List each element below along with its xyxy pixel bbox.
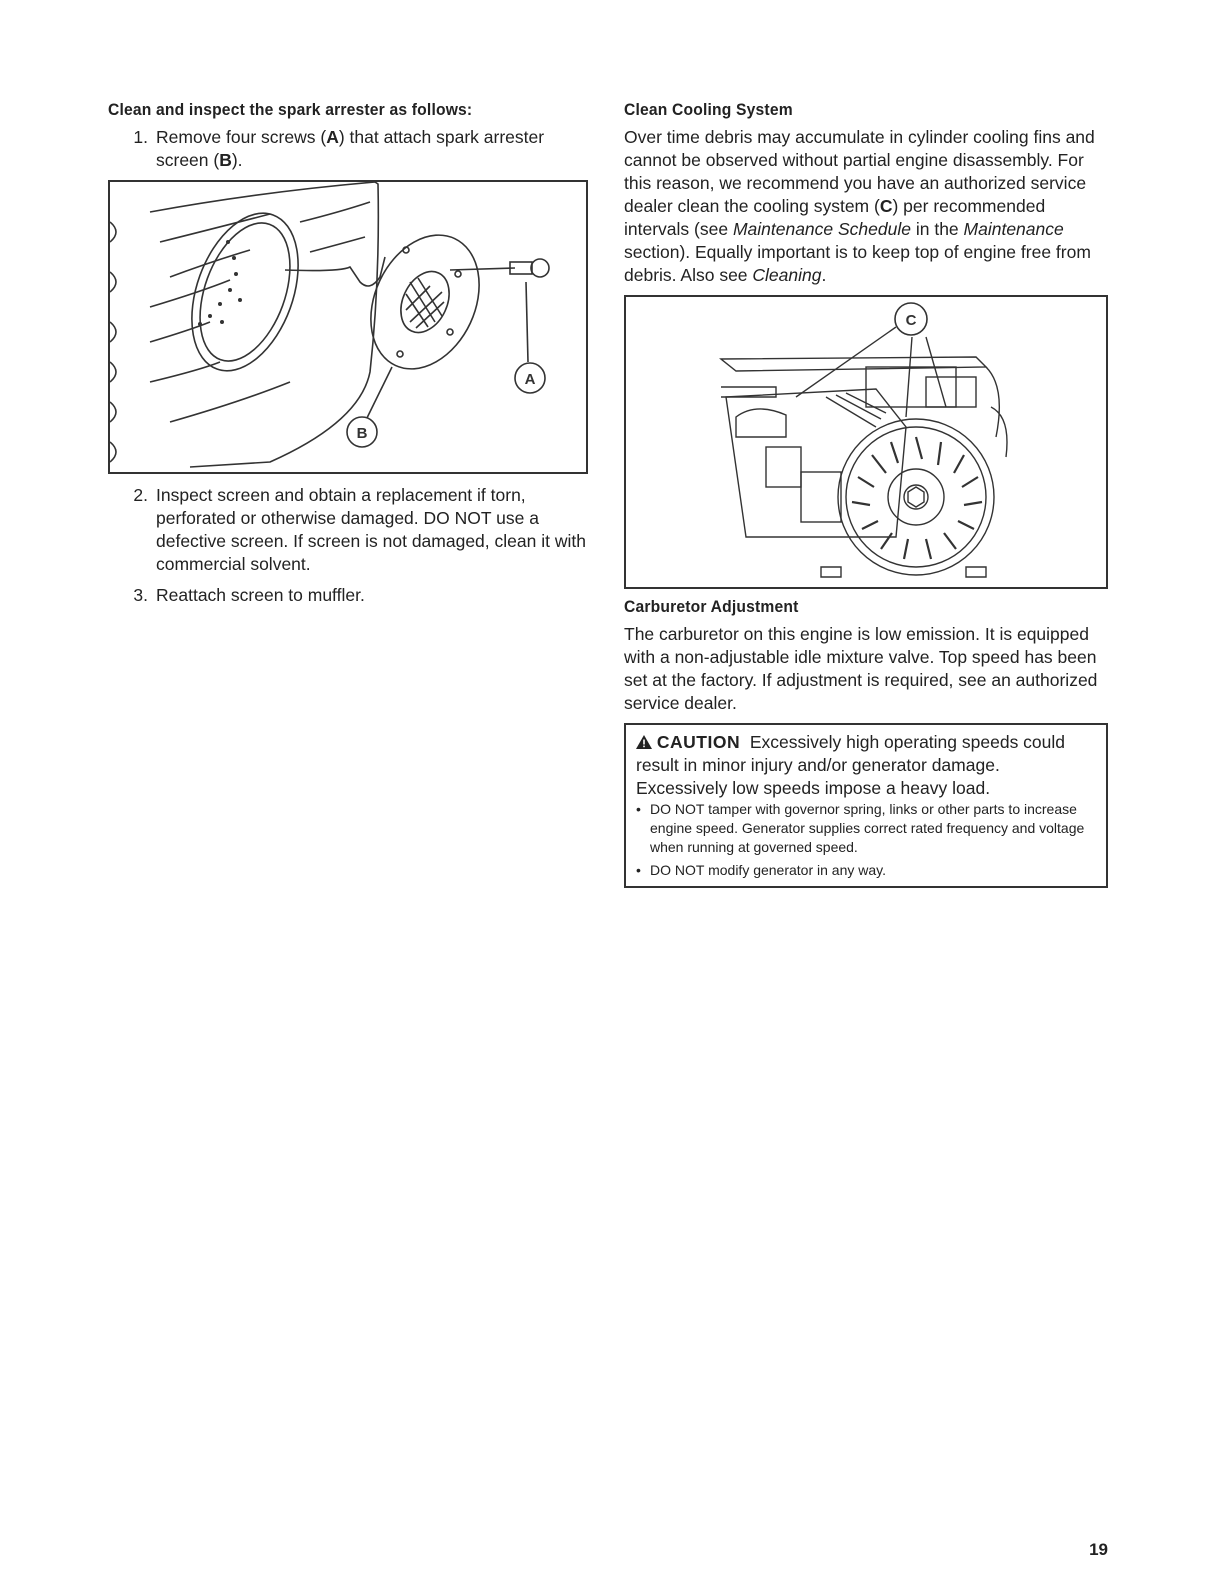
caution-box: [624, 723, 1108, 888]
step-3: [108, 584, 588, 607]
step-text: Remove four screws (A) that attach spark arrester screen (B).: [156, 127, 545, 170]
page-number: 19: [1089, 1540, 1108, 1559]
callout-a: A: [524, 371, 536, 388]
callout-b: B: [356, 425, 368, 442]
step-2: [108, 484, 588, 576]
step-1: [108, 126, 588, 172]
step-number: 3.: [133, 585, 148, 605]
spark-arrester-heading: Clean and inspect the spark arrester as follows:: [108, 100, 473, 119]
engine-figure: [624, 295, 1108, 589]
warning-triangle-icon: [636, 735, 652, 749]
carburetor-heading: Carburetor Adjustment: [624, 597, 799, 616]
caution-text: CAUTION Excessively high operating speeds could result in minor injury and/or generator damage. Excessively low speeds impose a heavy load.: [636, 732, 1066, 798]
step-text: Inspect screen and obtain a replacement if torn, perforated or otherwise damaged. DO NOT use a defective screen. If screen is not damaged, clean it with commercial solvent.: [156, 485, 586, 574]
caution-label: CAUTION: [656, 732, 741, 752]
step-number: 2.: [133, 485, 148, 505]
engine-illustration: [626, 297, 1106, 587]
cooling-paragraph: Over time debris may accumulate in cylinder cooling fins and cannot be observed without partial engine disassembly. For this reason, we recommend you have an authorized service dealer clean the cooling system (C) per recommended intervals (see Maintenance Schedule in the Maintenance section). Equally important is to keep top of engine free from debris. Also see Cleaning.: [624, 127, 1095, 285]
caution-bullet: • DO NOT modify generator in any way.: [636, 862, 887, 878]
carburetor-paragraph: The carburetor on this engine is low emission. It is equipped with a non-adjustable idle mixture valve. Top speed has been set at the factory. If adjustment is required, see an authorized service dealer.: [624, 624, 1098, 713]
caution-bullet: • DO NOT tamper with governor spring, links or other parts to increase engine speed. Generator supplies correct rated frequency and voltage when running at governed speed.: [636, 801, 1085, 855]
left-column: [108, 100, 588, 615]
step-text: Reattach screen to muffler.: [156, 585, 365, 605]
step-number: 1.: [133, 127, 148, 147]
callout-c: C: [905, 312, 917, 329]
right-column: [624, 100, 1108, 888]
spark-arrester-illustration: [110, 182, 586, 472]
spark-arrester-figure: [108, 180, 588, 474]
cooling-heading: Clean Cooling System: [624, 100, 793, 119]
